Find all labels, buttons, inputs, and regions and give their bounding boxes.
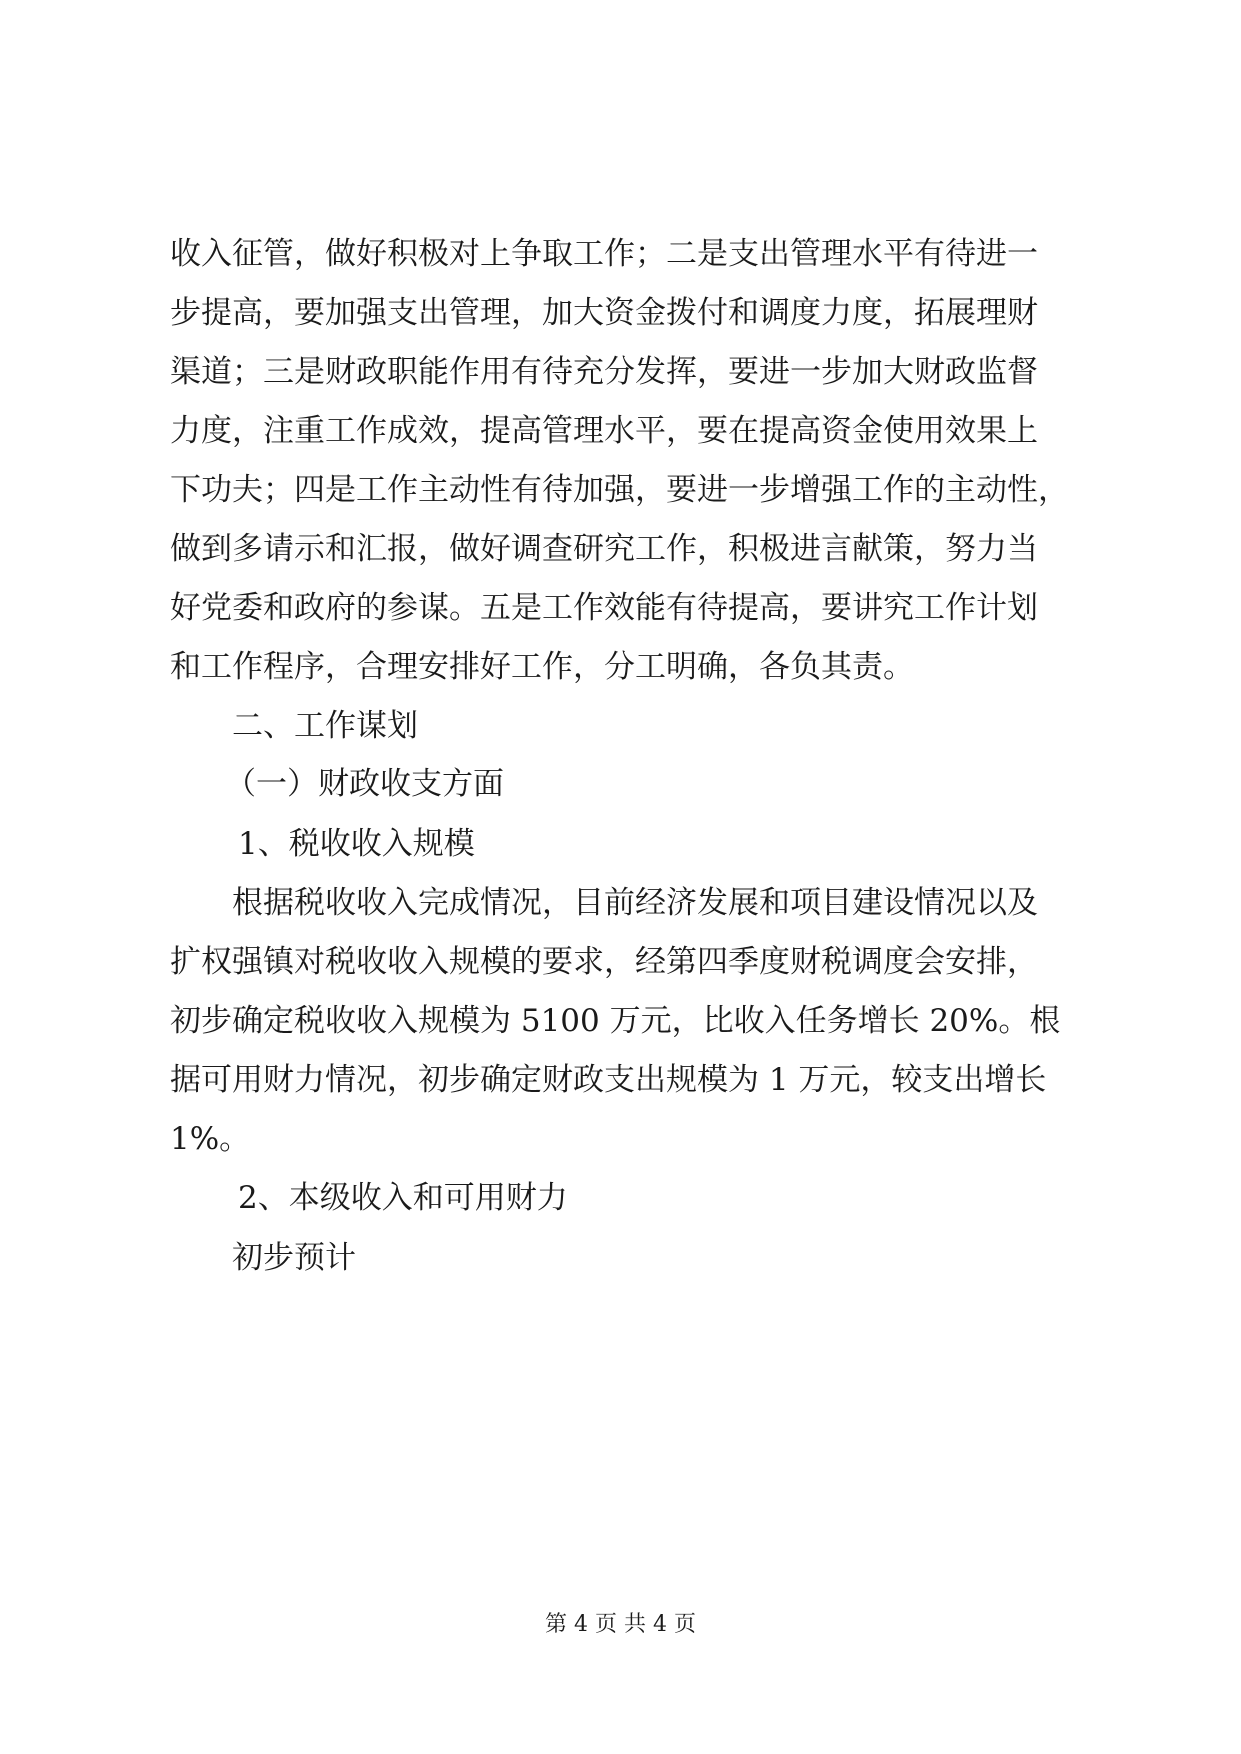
body-line-9: 根据税收收入完成情况，目前经济发展和项目建设情况以及 bbox=[232, 885, 1038, 921]
body-line-12: 据可用财力情况，初步确定财政支出规模为 1 万元，较支出增长 bbox=[170, 1062, 1047, 1098]
subsection-heading-fiscal: （一）财政收支方面 bbox=[225, 766, 504, 802]
body-line-14: 初步预计 bbox=[232, 1240, 356, 1276]
item-heading-local-revenue: 2、本级收入和可用财力 bbox=[238, 1180, 568, 1216]
item-heading-tax-scale: 1、税收收入规模 bbox=[238, 826, 475, 862]
body-line-13: 1%。 bbox=[170, 1121, 251, 1157]
section-heading-work-planning: 二、工作谋划 bbox=[232, 708, 418, 744]
body-line-10: 扩权强镇对税收收入规模的要求，经第四季度财税调度会安排， bbox=[170, 944, 1038, 980]
body-line-5: 下功夫；四是工作主动性有待加强，要进一步增强工作的主动性， bbox=[170, 472, 1069, 508]
body-line-1: 收入征管，做好积极对上争取工作；二是支出管理水平有待进一 bbox=[170, 236, 1038, 272]
page-footer: 第 4 页 共 4 页 bbox=[545, 1612, 696, 1637]
body-line-4: 力度，注重工作成效，提高管理水平，要在提高资金使用效果上 bbox=[170, 413, 1038, 449]
body-line-7: 好党委和政府的参谋。五是工作效能有待提高，要讲究工作计划 bbox=[170, 590, 1038, 626]
body-line-6: 做到多请示和汇报，做好调查研究工作，积极进言献策，努力当 bbox=[170, 531, 1038, 567]
body-line-11: 初步确定税收收入规模为 5100 万元，比收入任务增长 20%。根 bbox=[170, 1003, 1061, 1039]
body-line-8: 和工作程序，合理安排好工作，分工明确，各负其责。 bbox=[170, 649, 914, 685]
body-line-2: 步提高，要加强支出管理，加大资金拨付和调度力度，拓展理财 bbox=[170, 295, 1038, 331]
body-line-3: 渠道；三是财政职能作用有待充分发挥，要进一步加大财政监督 bbox=[170, 354, 1038, 390]
